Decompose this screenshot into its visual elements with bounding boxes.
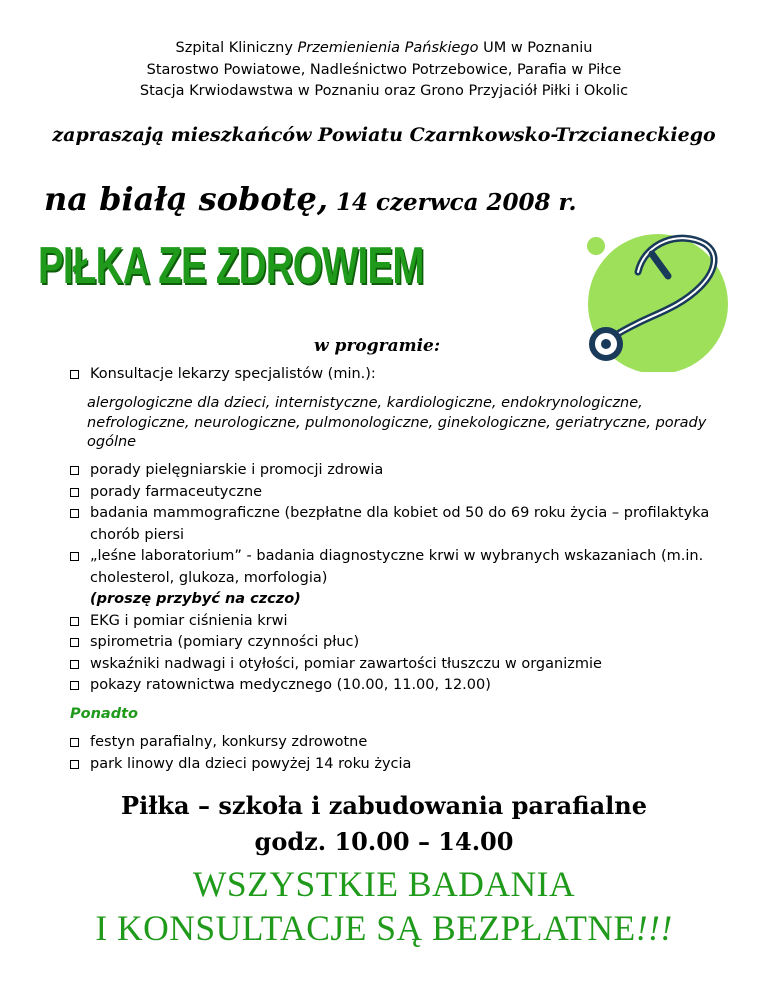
checkbox-bullet-icon: [70, 617, 79, 626]
free-notice: [0, 862, 768, 950]
stethoscope-icon: [540, 232, 740, 372]
checkbox-bullet-icon: [70, 681, 79, 690]
fasting-note: (proszę przybyć na czczo): [90, 591, 301, 607]
list-item: [70, 503, 730, 546]
consult-label: Konsultacje lekarzy specjalistów (min.):: [90, 366, 376, 382]
free-notice-line-1: WSZYSTKIE BADANIA: [192, 864, 576, 904]
ponadto-heading: Ponadto: [70, 706, 138, 722]
green-dot: [587, 237, 605, 255]
checkbox-bullet-icon: [70, 738, 79, 747]
list-item-text: badania mammograficzne (bezpłatne dla kobiet od 50 do 69 roku życia – profilaktyka chorób piersi: [90, 505, 710, 543]
list-item-text: EKG i pomiar ciśnienia krwi: [90, 612, 288, 629]
stethoscope-chestpiece-center: [601, 339, 611, 349]
list-item: [70, 675, 730, 697]
list-item-text: pokazy ratownictwa medycznego (10.00, 11.00, 12.00): [90, 677, 491, 693]
event-time: godz. 10.00 – 14.00: [254, 827, 514, 856]
organizers-line-1: Szpital Kliniczny Przemienienia Pańskiego UM w Poznaniu: [175, 40, 593, 56]
organizers-line-2: Starostwo Powiatowe, Nadleśnictwo Potrzebowice, Parafia w Piłce: [146, 61, 622, 78]
list-item: [70, 460, 730, 482]
checkbox-bullet-icon: [70, 638, 79, 647]
location: Piłka – szkoła i zabudowania parafialne: [121, 791, 647, 820]
checkbox-bullet-icon: [70, 466, 79, 475]
organizers-line-3: Stacja Krwiodawstwa w Poznaniu oraz Grono Przyjaciół Piłki i Okolic: [139, 83, 629, 99]
checkbox-bullet-icon: [70, 509, 79, 518]
checkbox-bullet-icon: [70, 552, 79, 561]
list-item-text: „leśne laboratorium” - badania diagnostyczne krwi w wybranych wskazaniach (m.in. cholesterol, glukoza, morfologia): [90, 548, 704, 586]
list-item: [70, 654, 730, 676]
free-notice-line-2-text: I KONSULTACJE SĄ BEZPŁATNE: [95, 908, 636, 948]
list-item-text: porady pielęgniarskie i promocji zdrowia: [90, 462, 384, 478]
list-item: [70, 364, 730, 386]
organizers-header: [0, 38, 768, 103]
services-list: [70, 460, 730, 697]
checkbox-bullet-icon: [70, 370, 79, 379]
list-item: [70, 482, 730, 504]
event-title: PIŁKA ZE ZDROWIEM: [38, 237, 424, 295]
consult-specialties: alergologiczne dla dzieci, internistyczne, kardiologiczne, endokrynologiczne, nefrologiczne, neurologiczne, pulmonologiczne, ginekologiczne, geriatryczne, porady ogólne: [87, 395, 707, 450]
list-item-text: wskaźniki nadwagi i otyłości, pomiar zawartości tłuszczu w organizmie: [90, 655, 602, 672]
event-date: [44, 180, 577, 218]
event-day: 14 czerwca 2008 r.: [327, 189, 577, 216]
free-notice-exclamation: !!!: [635, 908, 673, 948]
list-item: [70, 546, 730, 611]
list-item: [70, 754, 730, 776]
checkbox-bullet-icon: [70, 760, 79, 769]
checkbox-bullet-icon: [70, 660, 79, 669]
consult-list: [70, 364, 730, 386]
list-item: [70, 611, 730, 633]
free-notice-line-2: [0, 906, 768, 950]
location-block: [0, 788, 768, 860]
list-item-text: porady farmaceutyczne: [90, 483, 263, 500]
checkbox-bullet-icon: [70, 488, 79, 497]
program-heading: w programie:: [314, 336, 441, 356]
list-item: [70, 732, 730, 754]
list-item: [70, 632, 730, 654]
extra-list: [70, 732, 730, 775]
list-item-text: park linowy dla dzieci powyżej 14 roku życia: [90, 755, 412, 772]
list-item-text: festyn parafialny, konkursy zdrowotne: [90, 734, 368, 750]
invitation-text: zapraszają mieszkańców Powiatu Czarnkowsko-Trzcianeckiego: [52, 124, 716, 146]
list-item-text: spirometria (pomiary czynności płuc): [90, 634, 360, 650]
event-name: na białą sobotę,: [44, 180, 328, 218]
